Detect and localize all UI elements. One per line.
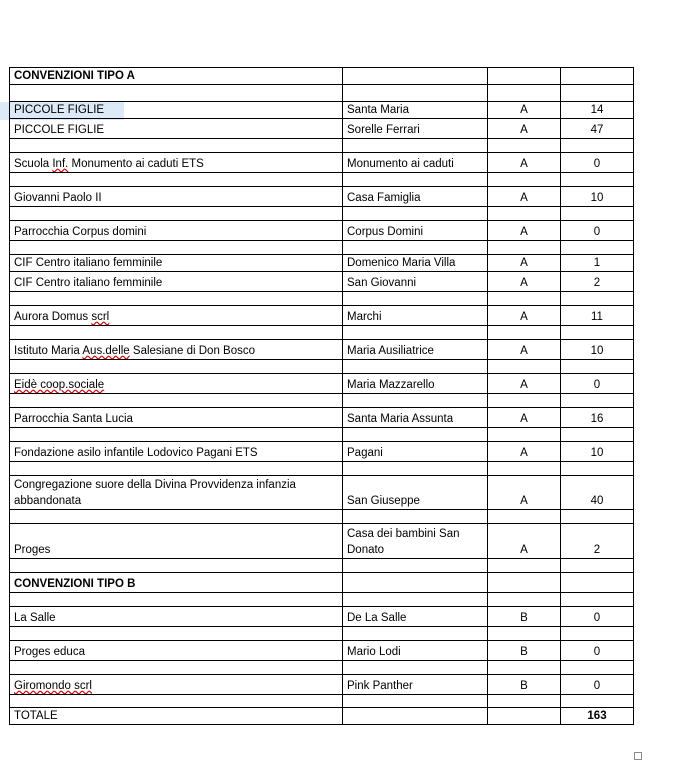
cell-ente: PICCOLE FIGLIE [10, 102, 343, 119]
cell-num: 11 [561, 306, 634, 326]
table-row [10, 272, 634, 292]
cell-tipo: A [488, 119, 561, 139]
section-a-title: CONVENZIONI TIPO A [10, 68, 343, 85]
cell-ente [10, 675, 343, 695]
cell-ente: CIF Centro italiano femminile [10, 255, 343, 272]
cell-scuola: Santa Maria [343, 102, 488, 119]
cell-scuola: Casa Famiglia [343, 187, 488, 207]
cell-ente: Aurora Domus scrl [10, 306, 343, 326]
cell-num: 2 [561, 524, 634, 559]
table-row [10, 255, 634, 272]
cell-tipo: A [488, 442, 561, 462]
spacer-row [10, 85, 634, 102]
table-row [10, 119, 634, 139]
table-row [10, 187, 634, 207]
spellcheck-underline: Inf. [52, 158, 69, 170]
cell-scuola: Mario Lodi [343, 641, 488, 661]
cell-num: 16 [561, 408, 634, 428]
cell-ente: Istituto Maria Aus.delle Salesiane di Don Bosco [10, 340, 343, 360]
cell-scuola: Pink Panther [343, 675, 488, 695]
table-row [10, 641, 634, 661]
table-row [10, 607, 634, 627]
cell-num: 14 [561, 102, 634, 119]
cell-scuola: Pagani [343, 442, 488, 462]
cell-tipo: A [488, 476, 561, 510]
cell-tipo: A [488, 306, 561, 326]
spacer-row [10, 510, 634, 524]
total-label: TOTALE [10, 708, 343, 725]
spacer-row [10, 593, 634, 607]
cell-num: 10 [561, 187, 634, 207]
cell-tipo: A [488, 340, 561, 360]
cell-scuola: Corpus Domini [343, 221, 488, 241]
table-row [10, 408, 634, 428]
table-row [10, 476, 634, 510]
cell-tipo: B [488, 641, 561, 661]
conventions-table [9, 67, 634, 725]
cell-tipo: A [488, 524, 561, 559]
section-header-row [10, 573, 634, 593]
cell-tipo: A [488, 272, 561, 292]
table-row [10, 102, 634, 119]
spacer-row [10, 559, 634, 573]
spellcheck-underline: scrl [91, 311, 110, 323]
cell-ente: Congregazione suore della Divina Provvidenza infanzia abbandonata [10, 476, 343, 510]
cell-scuola: Sorelle Ferrari [343, 119, 488, 139]
table-row [10, 442, 634, 462]
cell-ente: Proges [10, 524, 343, 559]
spacer-row [10, 695, 634, 708]
table-row [10, 340, 634, 360]
cell-num: 0 [561, 221, 634, 241]
cell-tipo: A [488, 102, 561, 119]
cell-ente: Proges educa [10, 641, 343, 661]
cell-scuola: De La Salle [343, 607, 488, 627]
cell-ente [10, 374, 343, 394]
spacer-row [10, 241, 634, 255]
spacer-row [10, 360, 634, 374]
section-header-row [10, 68, 634, 85]
cell-tipo: A [488, 255, 561, 272]
cell-tipo: A [488, 153, 561, 173]
cell-num: 0 [561, 607, 634, 627]
cell-num: 0 [561, 675, 634, 695]
cell-tipo: B [488, 675, 561, 695]
cell-ente: Giovanni Paolo II [10, 187, 343, 207]
cell-ente: Fondazione asilo infantile Lodovico Pagani ETS [10, 442, 343, 462]
table-row [10, 675, 634, 695]
cell-ente: PICCOLE FIGLIE [10, 119, 343, 139]
cell-num: 0 [561, 641, 634, 661]
cell-num: 1 [561, 255, 634, 272]
cell-num: 0 [561, 374, 634, 394]
table-row [10, 306, 634, 326]
table-row [10, 153, 634, 173]
cell-scuola: Maria Mazzarello [343, 374, 488, 394]
cell-scuola: Domenico Maria Villa [343, 255, 488, 272]
cell-scuola: Santa Maria Assunta [343, 408, 488, 428]
cell-num: 10 [561, 442, 634, 462]
cell-scuola: Maria Ausiliatrice [343, 340, 488, 360]
cell-tipo: A [488, 374, 561, 394]
spacer-row [10, 627, 634, 641]
section-b-title: CONVENZIONI TIPO B [10, 573, 343, 593]
spacer-row [10, 394, 634, 408]
table-row [10, 374, 634, 394]
cell-ente: Parrocchia Corpus domini [10, 221, 343, 241]
spellcheck-underline: Giromondo scrl [14, 680, 92, 692]
cell-num: 40 [561, 476, 634, 510]
cell-scuola: Marchi [343, 306, 488, 326]
cell-scuola: San Giovanni [343, 272, 488, 292]
table-resize-handle[interactable] [634, 752, 642, 760]
spacer-row [10, 326, 634, 340]
cell-ente: CIF Centro italiano femminile [10, 272, 343, 292]
cell-num: 0 [561, 153, 634, 173]
cell-scuola: Casa dei bambini San Donato [343, 524, 488, 559]
cell-num: 47 [561, 119, 634, 139]
spacer-row [10, 661, 634, 675]
spellcheck-underline: Aus.delle [82, 345, 130, 357]
cell-scuola: San Giuseppe [343, 476, 488, 510]
cell-ente: Scuola Inf. Monumento ai caduti ETS [10, 153, 343, 173]
total-row [10, 708, 634, 725]
cell-ente: Parrocchia Santa Lucia [10, 408, 343, 428]
cell-ente: La Salle [10, 607, 343, 627]
cell-scuola: Monumento ai caduti [343, 153, 488, 173]
table-row [10, 221, 634, 241]
spacer-row [10, 207, 634, 221]
cell-tipo: A [488, 408, 561, 428]
spellcheck-underline: Eidè coop.sociale [14, 379, 105, 391]
spacer-row [10, 173, 634, 187]
spacer-row [10, 428, 634, 442]
cell-tipo: A [488, 187, 561, 207]
spacer-row [10, 462, 634, 476]
spacer-row [10, 292, 634, 306]
cell-tipo: B [488, 607, 561, 627]
cell-num: 2 [561, 272, 634, 292]
spacer-row [10, 139, 634, 153]
total-value: 163 [561, 708, 634, 725]
cell-num: 10 [561, 340, 634, 360]
table-row [10, 524, 634, 559]
cell-tipo: A [488, 221, 561, 241]
